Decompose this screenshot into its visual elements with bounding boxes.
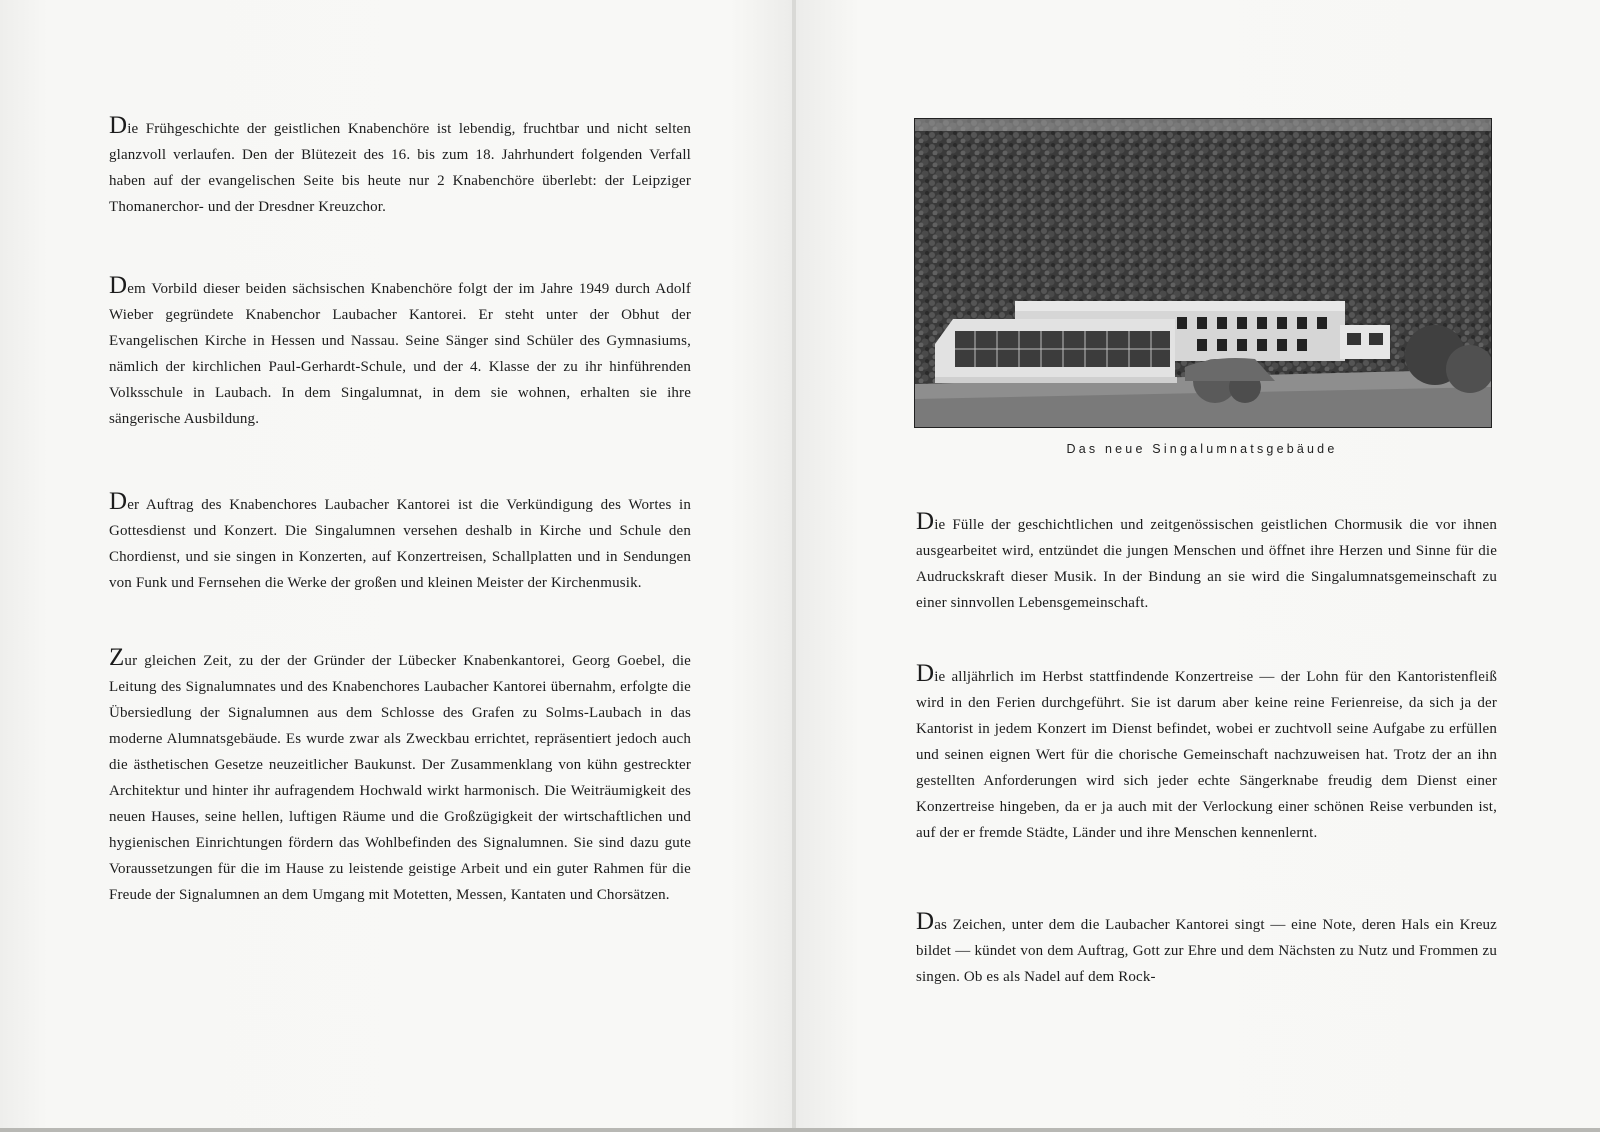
paragraph-choral-music: Die Fülle der geschichtlichen und zeitgenössischen geistlichen Chormusik die vor ihnen ausgearbeitet wird, entzündet die jungen Menschen und öffnet ihre Herzen und Sinne für die Audruckskraft dieser Musik. In der Bindung an sie wird die Singalumnatsgemeinschaft zu einer sinnvollen Lebensgemeinschaft. (916, 508, 1497, 611)
paragraph-new-building: Zur gleichen Zeit, zu der der Gründer der Lübecker Knabenkantorei, Georg Goebel, die Leitung des Signalumnates und des Knabenchores Laubacher Kantorei übernahm, erfolgte die Übersiedlung der Signalumnen aus dem Schlosse des Grafen zu Solms-Laubach in das moderne Alumnatsgebäude. Es wurde zwar als Zweckbau errichtet, repräsentiert jedoch auch die ästhetischen Gesetze neuzeitlicher Baukunst. Der Zusammenklang von kühn gestreckter Architektur und hinter ihr aufragendem Hochwald wirkt harmonisch. Die Weiträumigkeit des neuen Hauses, seine hellen, luftigen Räume und die Großzügigkeit der wirtschaftlichen und hygienischen Einrichtungen fördern das Wohlbefinden des Signalumnen. Sie sind dazu gute Voraussetzungen für die im Hause zu leistende geistige Arbeit und ein guter Rahmen für die Freude der Signalumnen an dem Umgang mit Motetten, Messen, Kantaten und Chorsätzen. (109, 644, 691, 903)
photo-caption: Das neue Singalumnatsgebäude (1066, 442, 1338, 456)
building-photo-illustration (915, 119, 1491, 427)
paragraph-emblem: Das Zeichen, unter dem die Laubacher Kantorei singt — eine Note, deren Hals ein Kreuz bildet — kündet von dem Auftrag, Gott zur Ehre und dem Nächsten zu Nutz und Frommen zu singen. Ob es als Nadel auf dem Rock- (916, 908, 1497, 985)
paragraph-founding: Dem Vorbild dieser beiden sächsischen Knabenchöre folgt der im Jahre 1949 durch Adolf Wieber gegründete Knabenchor Laubacher Kantorei. Er steht unter der Obhut der Evangelischen Kirche in Hessen und Nassau. Seine Sänger sind Schüler des Gymnasiums, nämlich der kirchlichen Paul-Gerhardt-Schule, und der 4. Klasse der zu ihr hinführenden Volksschule in Laubach. In dem Singalumnat, in dem sie wohnen, erhalten sie ihre sängerische Ausbildung. (109, 272, 691, 427)
paragraph-mission: Der Auftrag des Knabenchores Laubacher Kantorei ist die Verkündigung des Wortes in Gottesdienst und Konzert. Die Singalumnen versehen deshalb in Kirche und Schule den Chordienst, und sie singen in Konzerten, auf Konzertreisen, Schallplatten und in Sendungen von Funk und Fernsehen die Werke der großen und kleinen Meister der Kirchenmusik. (109, 488, 691, 591)
paragraph-concert-tour: Die alljährlich im Herbst stattfindende Konzertreise — der Lohn für den Kantoristenfleiß wird in den Ferien durchgeführt. Sie ist darum aber keine reine Ferienreise, da sich ja der Kantorist in jedem Konzert im Dienst befindet, wobei er zuchtvoll seine Aufgabe zu erfüllen und seinen eignen Wert für die chorische Gemeinschaft nachzuweisen hat. Trotz der an ihn gestellten Anforderungen wird sich jeder echte Sängerknabe freudig dem Dienst einer Konzertreise hingeben, da er ja auch mit der Verlockung einer schönen Reise verbunden ist, auf der er fremde Städte, Länder und ihre Menschen kennenlernt. (916, 660, 1497, 841)
paragraph-early-history: Die Frühgeschichte der geistlichen Knabenchöre ist lebendig, fruchtbar und nicht selten glanzvoll verlaufen. Den der Blütezeit des 16. bis zum 18. Jahrhundert folgenden Verfall haben auf der evangelischen Seite bis heute nur 2 Knabenchöre überlebt: der Leipziger Thomanerchor- und der Dresdner Kreuzchor. (109, 112, 691, 215)
building-photo (914, 118, 1492, 428)
page-bottom-edge (0, 1128, 1600, 1132)
